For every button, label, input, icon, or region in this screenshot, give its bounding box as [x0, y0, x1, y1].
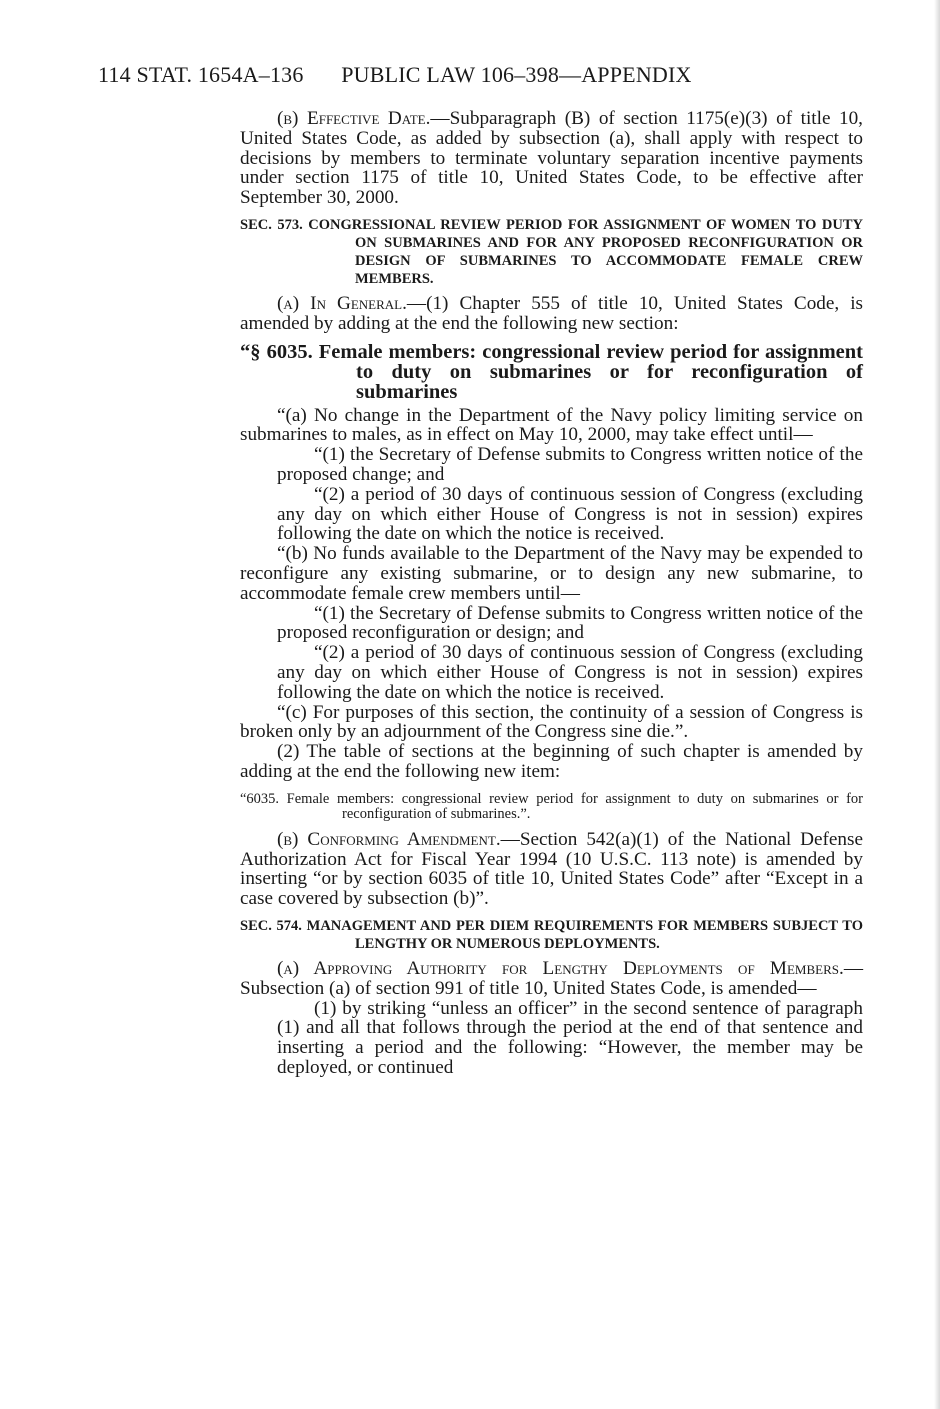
paragraph-label: (a) Approving Authority for Lengthy Deployments of Members. [277, 957, 844, 979]
page-edge-shadow [934, 0, 940, 1409]
section-574-heading: SEC. 574. MANAGEMENT AND PER DIEM REQUIREMENTS FOR MEMBERS SUBJECT TO LENGTHY OR NUMEROUS DEPLOYMENTS. [240, 917, 863, 952]
paragraph-text: —Section 542(a)(1) of the National Defense Authorization Act for Fiscal Year 1994 (10 U.S.C. 113 note) is amended by inserting “or by section 6035 of title 10, United States Code” after “Except in a case covered by subsection (b)”. [240, 828, 863, 910]
page-body [240, 109, 863, 1078]
paragraph-label: (a) In General. [277, 292, 407, 314]
paragraph-b-effective-date [240, 109, 863, 208]
paragraph-574-a-1: (1) by striking “unless an officer” in the second sentence of paragraph (1) and all that follows through the period at the end of that sentence and inserting a period and the following: “However, the member may be deployed, or continued [277, 997, 863, 1078]
subsection-a-2: “(2) a period of 30 days of continuous session of Congress (excluding any day on which either House of Congress is not in session) expires following the date on which the notice is received. [277, 483, 863, 545]
statute-citation: 114 STAT. 1654A–136 [98, 62, 304, 87]
paragraph-text: —Subsection (a) of section 991 of title 10, United States Code, is amended— [240, 957, 863, 999]
paragraph-label: (b) Conforming Amendment. [277, 828, 501, 850]
subsection-a: “(a) No change in the Department of the Navy policy limiting service on submarines to males, as in effect on May 10, 2000, may take effect until— [240, 404, 863, 446]
paragraph-574-a [240, 959, 863, 999]
table-of-sections-item: “6035. Female members: congressional review period for assignment to duty on submarines or for reconfiguration of submarines.”. [240, 790, 863, 822]
subsection-b-2: “(2) a period of 30 days of continuous session of Congress (excluding any day on which either House of Congress is not in session) expires following the date on which the notice is received. [277, 642, 863, 703]
subsection-b: “(b) No funds available to the Department of the Navy may be expended to reconfigure any existing submarine, or to design any new submarine, to accommodate female crew members until— [240, 543, 863, 604]
paragraph-text: —Subparagraph (B) of section 1175(e)(3) of title 10, United States Code, as added by subsection (a), shall apply with respect to decisions by members to terminate voluntary separation incentive payments under section 1175 of title 10, United States Code, to be effective after September 30, 2000. [240, 108, 863, 209]
subsection-a-1: “(1) the Secretary of Defense submits to Congress written notice of the proposed change; and [277, 444, 863, 485]
paragraph-a-in-general [240, 294, 863, 334]
running-header [98, 62, 692, 88]
section-573-heading: SEC. 573. CONGRESSIONAL REVIEW PERIOD FOR ASSIGNMENT OF WOMEN TO DUTY ON SUBMARINES AND FOR ANY PROPOSED RECONFIGURATION OR DESIGN OF SUBMARINES TO ACCOMMODATE FEMALE CREW MEMBERS. [240, 216, 863, 287]
paragraph-label: (b) Effective Date. [277, 108, 431, 129]
subsection-b-1: “(1) the Secretary of Defense submits to Congress written notice of the proposed reconfiguration or design; and [277, 602, 863, 644]
law-title: PUBLIC LAW 106–398—APPENDIX [341, 62, 692, 87]
subsection-c: “(c) For purposes of this section, the continuity of a session of Congress is broken only by an adjournment of the Congress sine die.”. [240, 701, 863, 743]
paragraph-text: —(1) Chapter 555 of title 10, United States Code, is amended by adding at the end the following new section: [240, 292, 863, 334]
section-6035-heading: “§ 6035. Female members: congressional review period for assignment to duty on submarines or for reconfiguration of submarines [240, 340, 863, 403]
paragraph-a-2-table-amendment: (2) The table of sections at the beginning of such chapter is amended by adding at the end the following new item: [240, 741, 863, 782]
paragraph-b-conforming-amendment [240, 830, 863, 909]
